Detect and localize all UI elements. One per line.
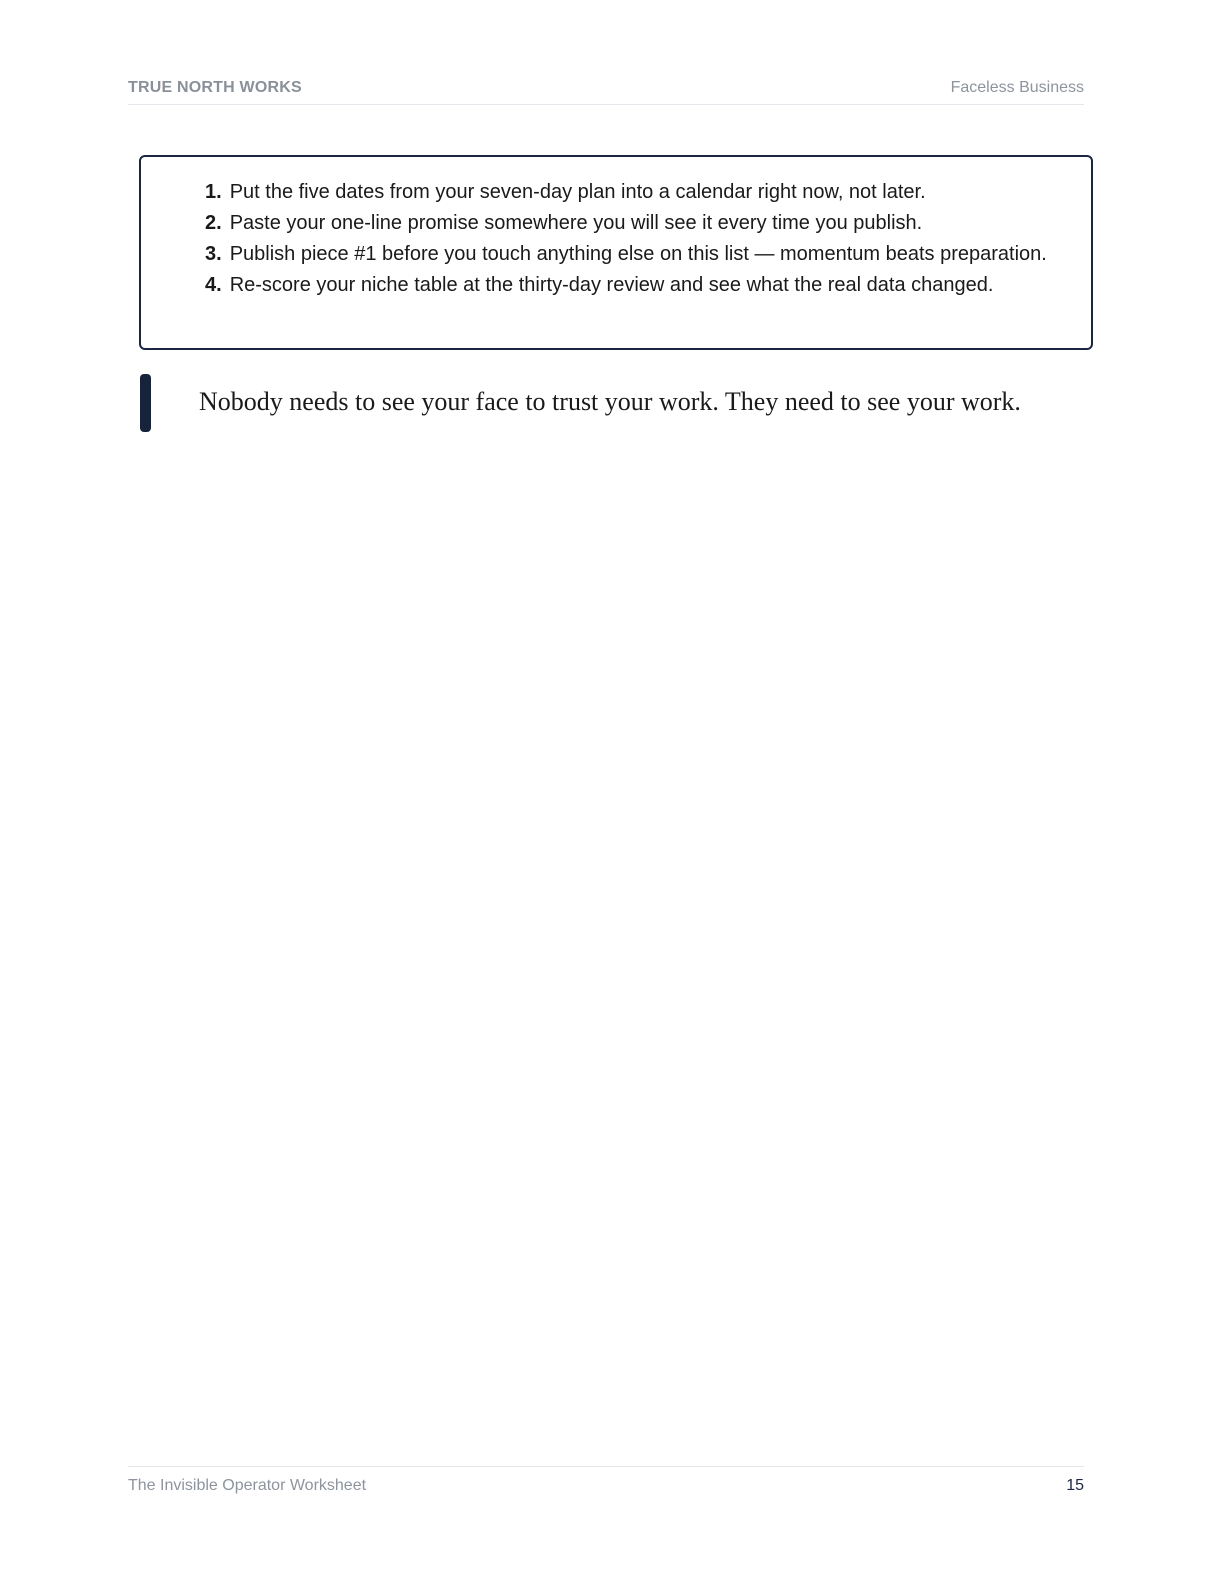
action-step-text: Publish piece #1 before you touch anything else on this list — momentum beats preparation. — [229, 243, 1047, 265]
pull-quote: Nobody needs to see your face to trust your work. They need to see your work. — [199, 387, 1021, 416]
page-header — [128, 76, 1084, 105]
section-name: Faceless Business — [950, 79, 1084, 96]
quote-accent-bar — [140, 374, 151, 432]
action-step-text: Re-score your niche table at the thirty-day review and see what the real data changed. — [229, 274, 994, 296]
action-step-number: 4. — [205, 274, 222, 296]
document-title: The Invisible Operator Worksheet — [128, 1477, 367, 1494]
action-step-number: 2. — [205, 212, 222, 234]
action-step — [205, 208, 1065, 239]
action-step — [205, 239, 1065, 270]
action-step-text: Paste your one-line promise somewhere you will see it every time you publish. — [229, 212, 923, 234]
action-steps-list — [205, 177, 1065, 301]
action-step-text: Put the five dates from your seven-day plan into a calendar right now, not later. — [229, 181, 926, 203]
page-number: 15 — [1066, 1477, 1084, 1494]
action-steps-box — [139, 155, 1093, 350]
brand-name: TRUE NORTH WORKS — [128, 79, 302, 96]
action-step-number: 3. — [205, 243, 222, 265]
page-footer — [128, 1466, 1084, 1503]
action-step-number: 1. — [205, 181, 222, 203]
action-step — [205, 177, 1065, 208]
action-step — [205, 270, 1065, 301]
